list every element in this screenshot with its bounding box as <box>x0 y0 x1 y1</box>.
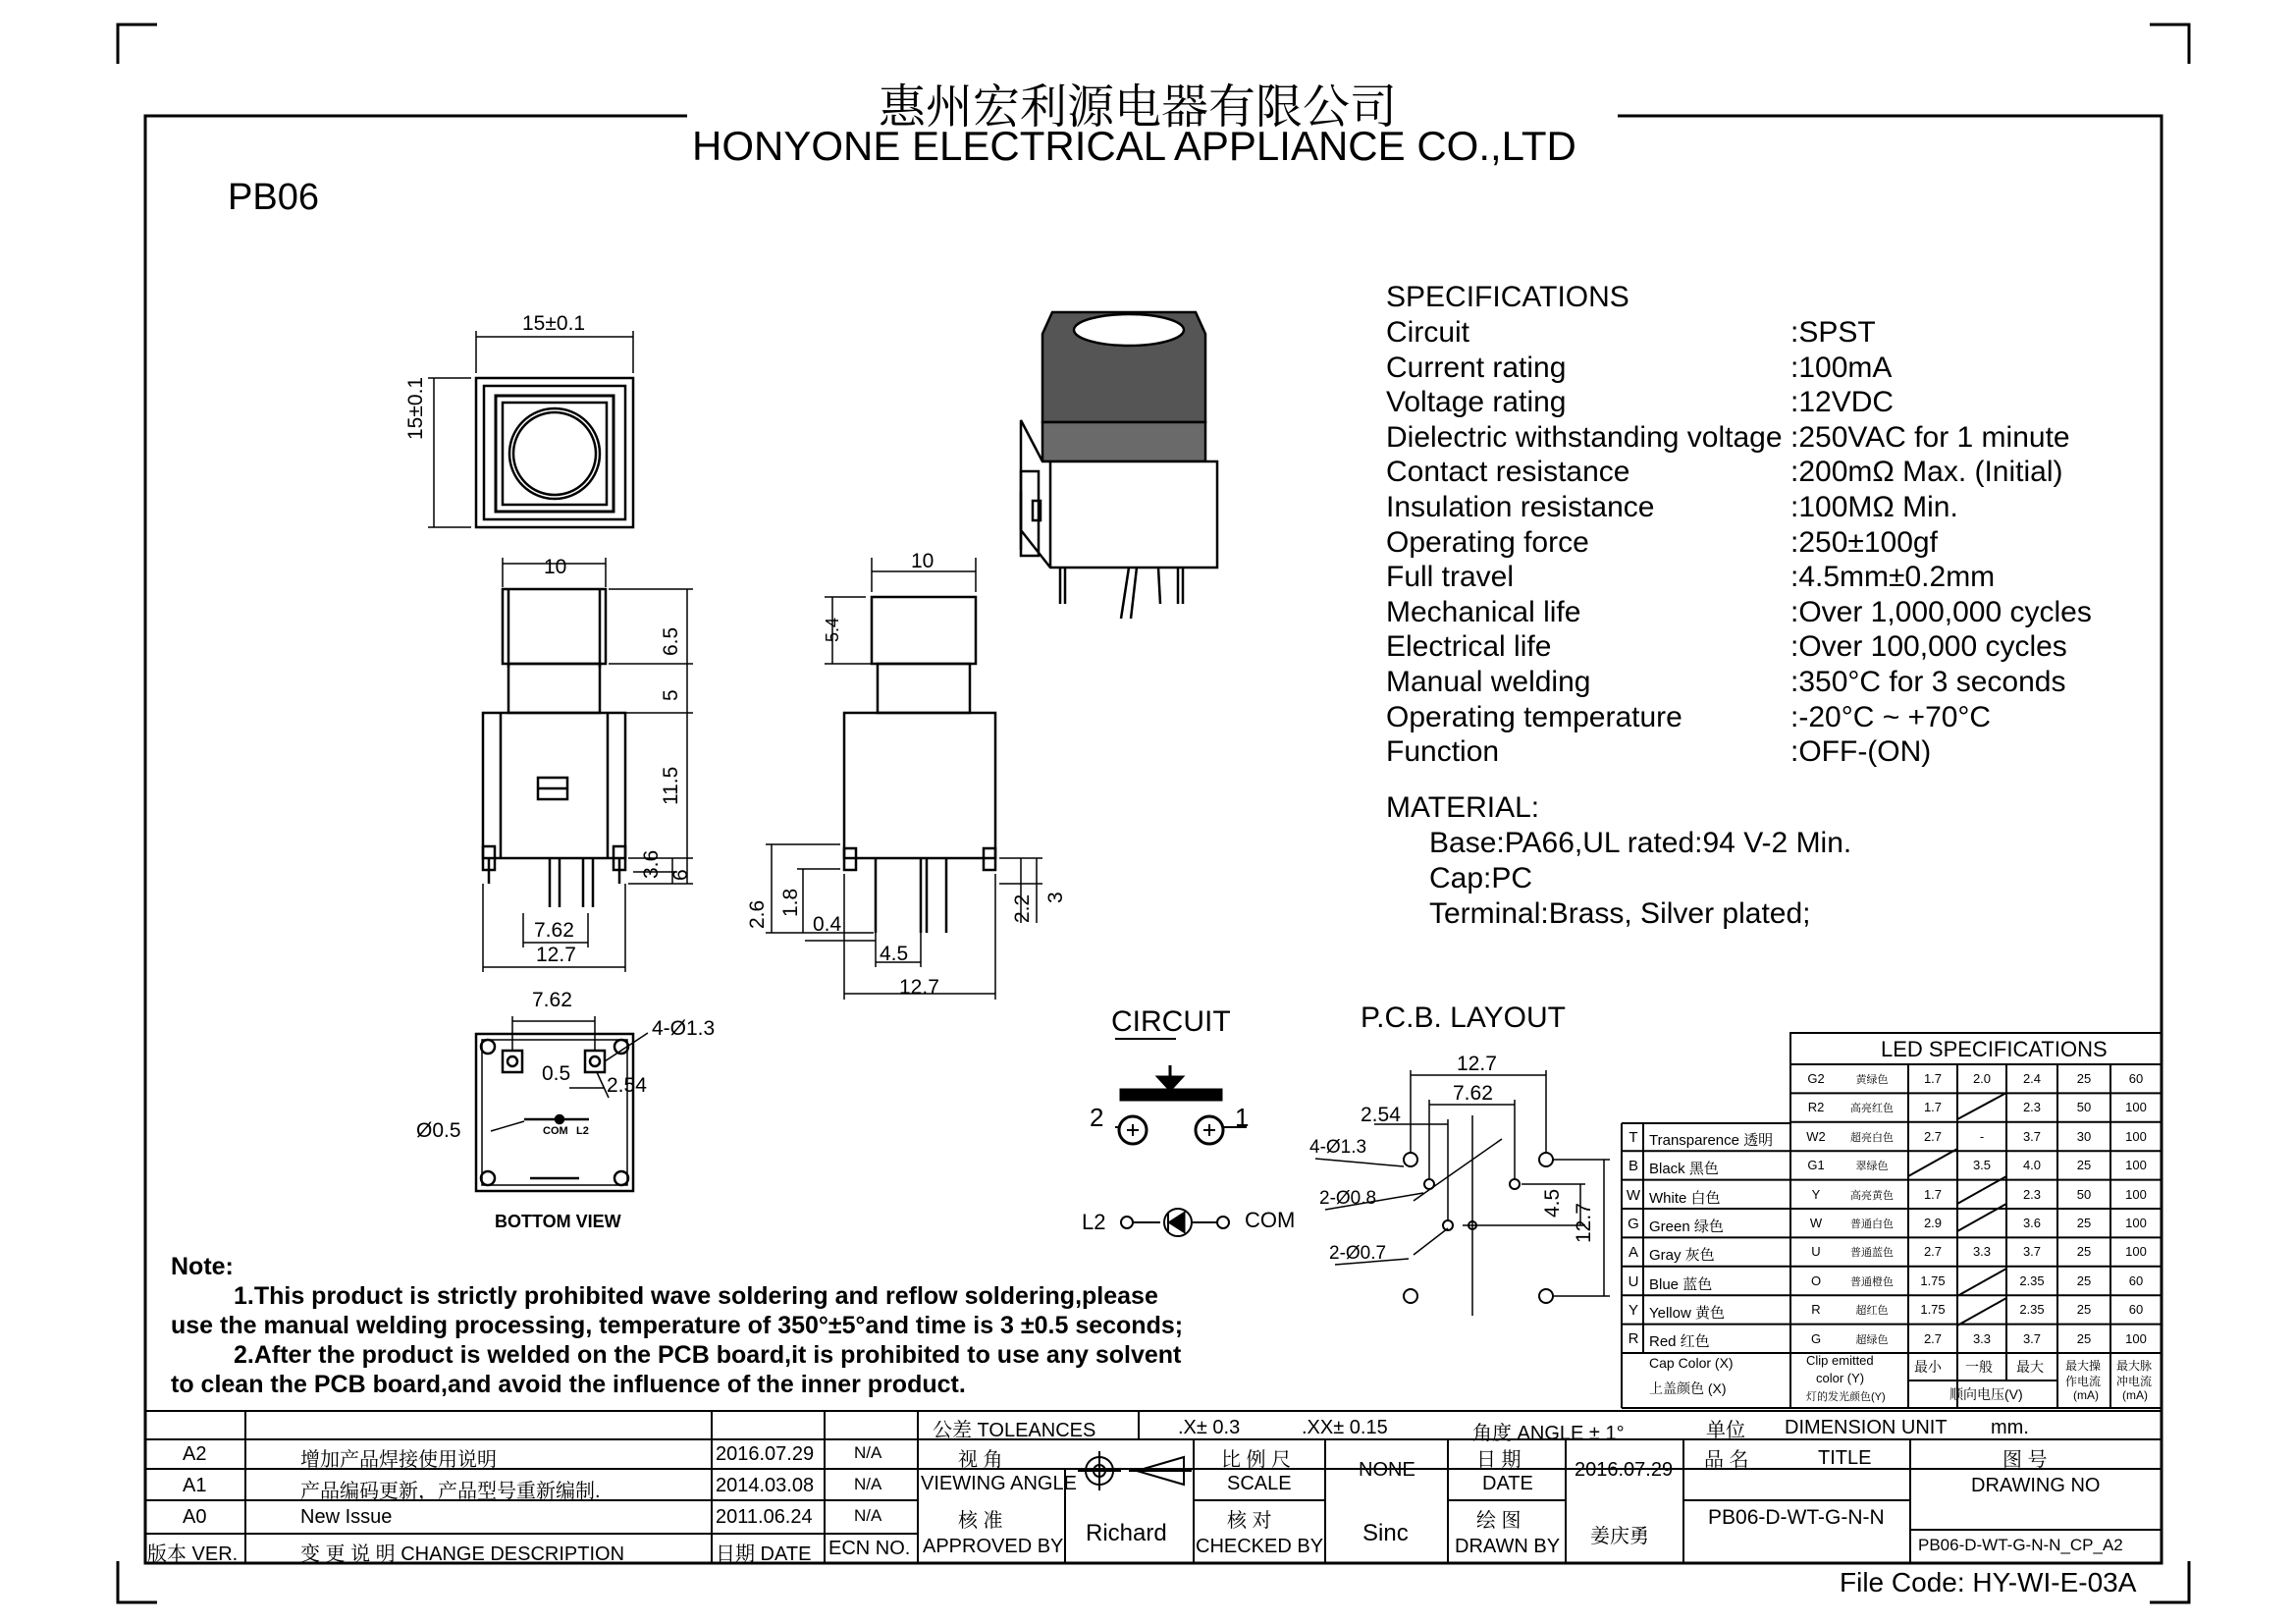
revision-ecn: N/A <box>854 1443 882 1462</box>
led-cap-code: B <box>1628 1158 1638 1175</box>
spec-value: :4.5mm±0.2mm <box>1790 561 1996 594</box>
led-cell-v5: 100 <box>2125 1186 2147 1202</box>
dim-front-width: 10 <box>544 556 567 578</box>
spec-label: Mechanical life <box>1386 595 1581 628</box>
date-value: 2016.07.29 <box>1575 1459 1674 1481</box>
revision-desc: 产品编码更新，产品型号重新编制. <box>300 1481 601 1502</box>
dim-front-6-5: 6.5 <box>660 626 682 656</box>
led-footer-max-p2: 冲电流 <box>2116 1375 2153 1388</box>
led-cell-v3: 2.35 <box>2019 1272 2045 1288</box>
spec-value: :350°C for 3 seconds <box>1790 666 2066 698</box>
note-line-3: 2.After the product is welded on the PCB board,it is prohibited to use any solvent <box>234 1341 1182 1369</box>
pcb-dim-12-7: 12.7 <box>1457 1053 1497 1075</box>
revision-ecn: N/A <box>854 1475 882 1493</box>
led-cap-name: Gray 灰色 <box>1649 1247 1715 1265</box>
dim-side-4-5: 4.5 <box>880 943 909 965</box>
revision-ver: A2 <box>183 1443 207 1465</box>
led-cell-v5: 60 <box>2128 1302 2144 1318</box>
led-cell-v5: 100 <box>2125 1100 2147 1115</box>
circuit-title: CIRCUIT <box>1111 1005 1231 1038</box>
spec-label: Operating force <box>1386 525 1589 559</box>
revision-ecn: N/A <box>854 1506 882 1525</box>
dim-top-width: 15±0.1 <box>522 312 586 335</box>
spec-value: :-20°C ~ +70°C <box>1790 700 1992 733</box>
company-name-cn: 惠州宏利源电器有限公司 <box>879 80 1398 135</box>
material-title: MATERIAL: <box>1386 791 1540 824</box>
dim-bottom-2-54: 2.54 <box>607 1074 647 1097</box>
note-line-2: use the manual welding processing, temperature of 350°±5°and time is 3 ±0.5 seconds; <box>171 1312 1184 1339</box>
scale-cn: 比 例 尺 <box>1221 1449 1292 1471</box>
led-cell-cn: 黄绿色 <box>1855 1074 1889 1086</box>
led-cell-v5: 100 <box>2125 1128 2147 1144</box>
spec-label: Voltage rating <box>1386 386 1567 419</box>
approved-cn: 核 准 <box>958 1510 1003 1532</box>
led-cell-v4: 25 <box>2076 1330 2092 1346</box>
led-footer-typ: 一般 <box>1965 1359 1993 1375</box>
led-cell-v3: 3.6 <box>2022 1216 2042 1230</box>
led-cap-code: T <box>1629 1129 1638 1146</box>
led-cell-code: W2 <box>1806 1128 1826 1144</box>
drawing-no-value: PB06-D-WT-G-N-N_CP_A2 <box>1918 1536 2123 1554</box>
file-code: File Code: HY-WI-E-03A <box>1840 1567 2137 1597</box>
dim-bottom-d0-5: Ø0.5 <box>416 1119 461 1142</box>
led-cell-v3: 3.7 <box>2022 1128 2042 1144</box>
led-cell-v2: 2.0 <box>1972 1071 1992 1086</box>
led-footer-forward: 顺向电压(V) <box>1949 1386 2023 1402</box>
led-cap-name: Red 红色 <box>1649 1333 1710 1351</box>
led-cell-v4: 30 <box>2076 1128 2092 1144</box>
title-label: TITLE <box>1818 1447 1872 1469</box>
led-cell-v1: 1.7 <box>1923 1071 1943 1086</box>
angle-tolerance: 角度 ANGLE ± 1° <box>1472 1423 1625 1444</box>
revision-desc: New Issue <box>300 1506 393 1528</box>
spec-value: :Over 1,000,000 cycles <box>1790 595 2092 628</box>
led-cell-v4: 25 <box>2076 1244 2092 1260</box>
revision-date: 2014.03.08 <box>716 1475 815 1496</box>
circuit-com: COM <box>1245 1208 1296 1232</box>
rev-header-desc: 变 更 说 明 CHANGE DESCRIPTION <box>300 1543 625 1565</box>
dim-side-width: 10 <box>911 550 934 572</box>
led-cell-cn: 普通橙色 <box>1850 1275 1894 1288</box>
led-cap-name: Black 黑色 <box>1649 1161 1719 1178</box>
led-cell-cn: 普通蓝色 <box>1850 1247 1894 1260</box>
spec-label: Circuit <box>1386 316 1470 349</box>
dim-front-11-5: 11.5 <box>660 766 682 805</box>
pcb-dim-4-5: 4.5 <box>1541 1188 1564 1218</box>
spec-value: :SPST <box>1790 316 1876 349</box>
led-footer-clip: Clip emitted <box>1806 1353 1874 1368</box>
led-cell-v2: - <box>1979 1128 1985 1144</box>
iso-view <box>1021 312 1217 619</box>
rev-header-date: 日期 DATE <box>716 1543 812 1565</box>
led-footer-max-p: 最大脉 <box>2116 1359 2153 1373</box>
led-cell-v2: 3.3 <box>1972 1330 1992 1346</box>
led-cell-v3: 2.3 <box>2022 1100 2042 1115</box>
led-cell-v5: 100 <box>2125 1244 2147 1260</box>
led-cell-v4: 50 <box>2076 1100 2092 1115</box>
material-terminal: Terminal:Brass, Silver plated; <box>1429 897 1811 930</box>
led-footer-max-i: 最大操 <box>2065 1359 2102 1373</box>
top-view <box>428 331 633 527</box>
led-cap-name: Green 绿色 <box>1649 1218 1724 1235</box>
title-cn: 品 名 <box>1704 1449 1749 1471</box>
led-cell-v1: 2.9 <box>1923 1216 1943 1230</box>
pcb-title: P.C.B. LAYOUT <box>1361 1001 1566 1034</box>
led-footer-min: 最小 <box>1914 1359 1942 1375</box>
spec-value: :250VAC for 1 minute <box>1790 420 2070 454</box>
led-cap-code: U <box>1628 1272 1639 1290</box>
led-footer-max-i3: (mA) <box>2073 1388 2099 1402</box>
circuit-l2: L2 <box>1082 1210 1106 1234</box>
led-spec-title: LED SPECIFICATIONS <box>1881 1037 2108 1061</box>
note-line-1: 1.This product is strictly prohibited wave soldering and reflow soldering,please <box>234 1282 1158 1310</box>
led-cap-code: A <box>1628 1244 1638 1262</box>
corner-mark-bl <box>118 1561 157 1602</box>
dim-side-cap: 5.4 <box>823 617 842 642</box>
spec-label: Dielectric withstanding voltage <box>1386 420 1783 454</box>
revision-date: 2011.06.24 <box>716 1506 813 1528</box>
spec-label: Function <box>1386 735 1500 769</box>
led-cell-cn: 翠绿色 <box>1855 1161 1889 1173</box>
led-cell-v2: 3.5 <box>1972 1158 1992 1173</box>
drawing-no-cn: 图 号 <box>2002 1449 2048 1471</box>
led-footer-clip-cn: 灯的发光颜色(Y) <box>1806 1391 1886 1403</box>
spec-label: Electrical life <box>1386 630 1552 664</box>
spec-value: :OFF-(ON) <box>1790 735 1932 769</box>
corner-mark-br <box>2150 1561 2189 1602</box>
pcb-dim-2-d0-8: 2-Ø0.8 <box>1319 1188 1377 1209</box>
material-cap: Cap:PC <box>1429 862 1533 894</box>
bottom-l2-label: L2 <box>576 1125 589 1137</box>
tolerance-label: 公差 TOLEANCES <box>933 1420 1096 1441</box>
led-cell-v4: 50 <box>2076 1186 2092 1202</box>
projection-symbol <box>1078 1451 1192 1490</box>
dim-side-2-6: 2.6 <box>746 899 769 929</box>
viewing-angle-label: VIEWING ANGLE <box>921 1473 1077 1494</box>
viewing-angle-cn: 视 角 <box>958 1449 1003 1471</box>
led-cell-code: Y <box>1811 1186 1821 1202</box>
led-cap-code: W <box>1626 1186 1641 1204</box>
led-cell-v3: 2.4 <box>2022 1071 2042 1086</box>
led-cell-v1: 1.75 <box>1920 1272 1946 1288</box>
pcb-dim-2-54: 2.54 <box>1361 1104 1401 1126</box>
spec-value: :Over 100,000 cycles <box>1790 630 2067 664</box>
bottom-com-label: COM <box>543 1125 568 1137</box>
bottom-view <box>476 1016 648 1191</box>
dim-front-3-6: 3.6 <box>640 849 663 879</box>
revision-ver: A0 <box>183 1506 207 1528</box>
drawn-value: 姜庆勇 <box>1590 1526 1649 1547</box>
led-cell-v3: 3.7 <box>2022 1330 2042 1346</box>
led-cap-code: R <box>1628 1330 1639 1348</box>
led-footer-cap: Cap Color (X) <box>1649 1355 1734 1371</box>
dim-front-6: 6 <box>669 869 692 881</box>
led-cap-name: Blue 蓝色 <box>1649 1275 1713 1293</box>
led-cap-name: White 白色 <box>1649 1189 1721 1207</box>
led-cell-cn: 普通白色 <box>1850 1218 1894 1230</box>
led-cell-v3: 3.7 <box>2022 1244 2042 1260</box>
rev-header-ver: 版本 VER. <box>147 1543 239 1565</box>
revision-date: 2016.07.29 <box>716 1443 815 1465</box>
front-view <box>483 558 693 972</box>
specs-title: SPECIFICATIONS <box>1386 281 1629 313</box>
spec-label: Contact resistance <box>1386 456 1630 489</box>
pcb-dim-7-62: 7.62 <box>1453 1082 1493 1105</box>
led-cell-v4: 25 <box>2076 1272 2092 1288</box>
dim-front-base: 12.7 <box>536 944 576 966</box>
unit-label: DIMENSION UNIT <box>1785 1417 1948 1438</box>
dim-side-1-8: 1.8 <box>779 888 802 917</box>
material-base: Base:PA66,UL rated:94 V-2 Min. <box>1429 827 1852 859</box>
led-cell-code: U <box>1811 1244 1821 1260</box>
tolerance-xx: .XX± 0.15 <box>1302 1417 1388 1438</box>
dim-side-2-2: 2.2 <box>1011 893 1034 923</box>
led-footer-cap-cn: 上盖颜色 (X) <box>1649 1380 1727 1396</box>
unit-value: mm. <box>1991 1417 2029 1438</box>
led-cell-v4: 25 <box>2076 1216 2092 1230</box>
led-cell-v1: 2.7 <box>1923 1128 1943 1144</box>
drawn-cn: 绘 图 <box>1476 1510 1522 1532</box>
dim-side-12-7: 12.7 <box>899 976 939 999</box>
led-cell-code: R <box>1811 1302 1821 1318</box>
led-cell-v1: 1.7 <box>1923 1186 1943 1202</box>
company-name-en: HONYONE ELECTRICAL APPLIANCE CO.,LTD <box>692 123 1576 169</box>
side-view <box>766 558 1042 1000</box>
led-cell-v1: 1.7 <box>1923 1100 1943 1115</box>
led-cell-cn: 超红色 <box>1855 1305 1889 1318</box>
led-cell-v5: 100 <box>2125 1216 2147 1230</box>
dim-front-5: 5 <box>660 689 682 701</box>
drawing-no-label: DRAWING NO <box>1971 1475 2101 1496</box>
spec-label: Full travel <box>1386 561 1515 594</box>
led-footer-max: 最大 <box>2016 1359 2044 1375</box>
dim-bottom-holes: 4-Ø1.3 <box>652 1017 716 1040</box>
checked-cn: 核 对 <box>1227 1510 1272 1532</box>
revision-desc: 增加产品焊接使用说明 <box>300 1449 497 1471</box>
spec-label: Insulation resistance <box>1386 491 1655 523</box>
led-cell-cn: 高亮红色 <box>1850 1103 1894 1115</box>
led-cell-cn: 超绿色 <box>1855 1333 1889 1346</box>
spec-label: Current rating <box>1386 351 1567 384</box>
led-cell-v4: 25 <box>2076 1302 2092 1318</box>
led-cell-v5: 60 <box>2128 1272 2144 1288</box>
led-cell-code: R2 <box>1807 1100 1825 1115</box>
led-cell-code: G2 <box>1807 1071 1825 1086</box>
spec-label: Operating temperature <box>1386 700 1682 733</box>
spec-value: :100MΩ Min. <box>1790 491 1958 523</box>
spec-value: :100mA <box>1790 351 1893 384</box>
corner-mark-tr <box>2150 25 2189 64</box>
drawn-label: DRAWN BY <box>1455 1536 1561 1557</box>
spec-value: :12VDC <box>1790 386 1895 419</box>
checked-value: Sinc <box>1362 1520 1409 1546</box>
circuit-pin-2: 2 <box>1090 1103 1104 1132</box>
unit-label-cn: 单位 <box>1706 1420 1745 1441</box>
notes-title: Note: <box>171 1253 234 1280</box>
dim-bottom-0-5: 0.5 <box>542 1062 571 1085</box>
led-cap-name: Yellow 黄色 <box>1649 1304 1725 1322</box>
led-cell-code: G1 <box>1807 1158 1825 1173</box>
rev-header-ecn: ECN NO. <box>828 1538 911 1559</box>
led-cell-v5: 60 <box>2128 1071 2144 1086</box>
revision-ver: A1 <box>183 1475 207 1496</box>
spec-value: :250±100gf <box>1790 525 1938 559</box>
led-cell-v4: 25 <box>2076 1158 2092 1173</box>
pcb-dim-2-d0-7: 2-Ø0.7 <box>1329 1243 1387 1264</box>
approved-value: Richard <box>1086 1520 1167 1546</box>
note-line-4: to clean the PCB board,and avoid the influence of the inner product. <box>171 1371 966 1398</box>
date-cn: 日 期 <box>1476 1449 1522 1471</box>
led-cell-code: O <box>1810 1272 1822 1288</box>
pcb-dim-12-7-vertical: 12.7 <box>1573 1203 1595 1243</box>
led-footer-clip2: color (Y) <box>1816 1371 1865 1385</box>
led-cap-code: G <box>1628 1215 1639 1232</box>
spec-label: Manual welding <box>1386 666 1591 698</box>
dim-front-pitch: 7.62 <box>534 919 574 942</box>
led-cell-v1: 1.75 <box>1920 1302 1946 1318</box>
scale-value: NONE <box>1359 1459 1415 1481</box>
led-cap-code: Y <box>1628 1301 1638 1319</box>
led-cell-code: W <box>1809 1216 1823 1230</box>
pcb-dim-4-d1-3: 4-Ø1.3 <box>1309 1137 1367 1158</box>
tolerance-x: .X± 0.3 <box>1178 1417 1241 1438</box>
corner-mark-tl <box>118 25 157 64</box>
led-cell-v1: 2.7 <box>1923 1330 1943 1346</box>
led-cap-name: Transparence 透明 <box>1649 1132 1774 1149</box>
led-cell-v3: 2.3 <box>2022 1186 2042 1202</box>
dim-top-height: 15±0.1 <box>404 376 427 440</box>
led-cell-v2: 3.3 <box>1972 1244 1992 1260</box>
circuit-diagram <box>1115 1039 1250 1236</box>
model-number: PB06 <box>228 177 319 218</box>
led-cell-v5: 100 <box>2125 1158 2147 1173</box>
led-footer-max-i2: 作电流 <box>2065 1375 2102 1388</box>
led-cell-cn: 超亮白色 <box>1850 1131 1894 1144</box>
led-footer-max-p3: (mA) <box>2122 1388 2148 1402</box>
dim-side-0-4: 0.4 <box>813 913 842 936</box>
date-label: DATE <box>1482 1473 1533 1494</box>
led-cell-v4: 25 <box>2076 1071 2092 1086</box>
led-cell-code: G <box>1810 1330 1822 1346</box>
spec-value: :200mΩ Max. (Initial) <box>1790 456 2063 489</box>
dim-side-3: 3 <box>1044 892 1067 903</box>
led-cell-v3: 2.35 <box>2019 1302 2045 1318</box>
checked-label: CHECKED BY <box>1196 1536 1324 1557</box>
led-cell-cn: 高亮黄色 <box>1850 1189 1894 1202</box>
product-title-value: PB06-D-WT-G-N-N <box>1708 1506 1885 1529</box>
bottom-view-label: BOTTOM VIEW <box>495 1212 621 1231</box>
led-cell-v3: 4.0 <box>2022 1158 2042 1173</box>
led-cell-v1: 2.7 <box>1923 1244 1943 1260</box>
circuit-pin-1: 1 <box>1235 1103 1250 1132</box>
dim-bottom-pitch: 7.62 <box>532 989 572 1011</box>
led-cell-v5: 100 <box>2125 1330 2147 1346</box>
scale-label: SCALE <box>1227 1473 1292 1494</box>
approved-label: APPROVED BY <box>923 1536 1064 1557</box>
